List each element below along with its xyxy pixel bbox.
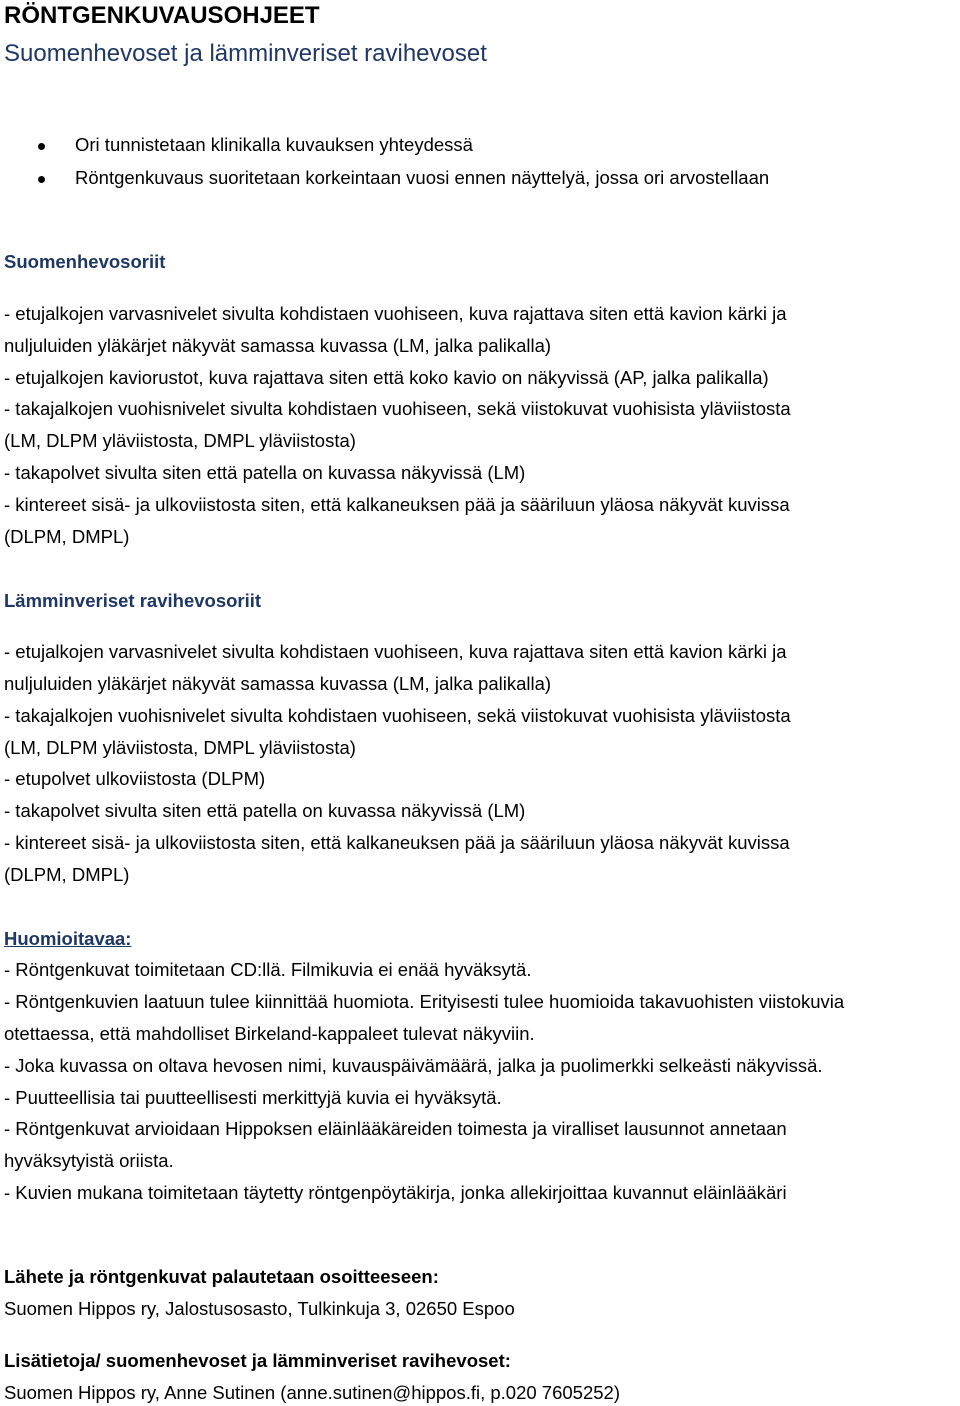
section-line: - etujalkojen varvasnivelet sivulta kohdistaen vuohiseen, kuva rajattava siten että kavion kärki ja [4, 303, 787, 324]
section-line: - etupolvet ulkoviistosta (DLPM) [4, 768, 266, 789]
bullet-dot-icon [38, 143, 45, 150]
section-line: - kintereet sisä- ja ulkoviistosta siten, että kalkaneuksen pää ja sääriluun yläosa näkyvät kuvissa [4, 494, 790, 515]
notes-line: otettaessa, että mahdolliset Birkeland-kappaleet tulevat näkyviin. [4, 1023, 535, 1044]
section-line: nuljuluiden yläkärjet näkyvät samassa kuvassa (LM, jalka palikalla) [4, 673, 552, 694]
notes-line: - Röntgenkuvat arvioidaan Hippoksen eläinlääkäreiden toimesta ja viralliset lausunnot annetaan [4, 1118, 787, 1139]
notes-line: - Röntgenkuvien laatuun tulee kiinnittää huomiota. Erityisesti tulee huomioida takavuohisten viistokuvia [4, 991, 845, 1012]
bullet-text: Röntgenkuvaus suoritetaan korkeintaan vuosi ennen näyttelyä, jossa ori arvostellaan [75, 167, 770, 188]
notes-line: - Joka kuvassa on oltava hevosen nimi, kuvauspäivämäärä, jalka ja puolimerkki selkeästi näkyvissä. [4, 1055, 823, 1076]
section-line: - takajalkojen vuohisnivelet sivulta kohdistaen vuohiseen, sekä viistokuvat vuohisista yläviistosta [4, 705, 791, 726]
section-line: - etujalkojen kaviorustot, kuva rajattava siten että koko kavio on näkyvissä (AP, jalka palikalla) [4, 367, 769, 388]
section-line: (LM, DLPM yläviistosta, DMPL yläviistosta) [4, 737, 356, 758]
notes-line: - Röntgenkuvat toimitetaan CD:llä. Filmikuvia ei enää hyväksytä. [4, 959, 532, 980]
section-line: - takapolvet sivulta siten että patella on kuvassa näkyvissä (LM) [4, 800, 526, 821]
section-heading-suomenhevosoriit: Suomenhevosoriit [4, 251, 166, 272]
page-title: RÖNTGENKUVAUSOHJEET [4, 2, 320, 29]
notes-line: - Puutteellisia tai puutteellisesti merkittyjä kuvia ei hyväksytä. [4, 1087, 502, 1108]
section-line: - takapolvet sivulta siten että patella on kuvassa näkyvissä (LM) [4, 462, 526, 483]
section-line: - takajalkojen vuohisnivelet sivulta kohdistaen vuohiseen, sekä viistokuvat vuohisista yläviistosta [4, 398, 791, 419]
return-address-text: Suomen Hippos ry, Jalostusosasto, Tulkinkuja 3, 02650 Espoo [4, 1298, 515, 1319]
notes-line: - Kuvien mukana toimitetaan täytetty röntgenpöytäkirja, jonka allekirjoittaa kuvannut eläinlääkäri [4, 1182, 787, 1203]
section-line: (DLPM, DMPL) [4, 864, 130, 885]
contact-heading: Lisätietoja/ suomenhevoset ja lämminveriset ravihevoset: [4, 1350, 511, 1371]
return-address-heading: Lähete ja röntgenkuvat palautetaan osoitteeseen: [4, 1266, 439, 1287]
section-line: (LM, DLPM yläviistosta, DMPL yläviistosta) [4, 430, 356, 451]
section-line: (DLPM, DMPL) [4, 526, 130, 547]
section-line: nuljuluiden yläkärjet näkyvät samassa kuvassa (LM, jalka palikalla) [4, 335, 552, 356]
contact-text: Suomen Hippos ry, Anne Sutinen (anne.sutinen@hippos.fi, p.020 7605252) [4, 1382, 620, 1403]
section-line: - kintereet sisä- ja ulkoviistosta siten, että kalkaneuksen pää ja sääriluun yläosa näkyvät kuvissa [4, 832, 790, 853]
page-subtitle: Suomenhevoset ja lämminveriset ravihevoset [4, 40, 487, 67]
section-heading-lamminveriset: Lämminveriset ravihevosoriit [4, 590, 262, 611]
bullet-text: Ori tunnistetaan klinikalla kuvauksen yhteydessä [75, 134, 473, 155]
bullet-dot-icon [38, 176, 45, 183]
notes-heading: Huomioitavaa: [4, 928, 132, 949]
notes-line: hyväksytyistä oriista. [4, 1150, 174, 1171]
section-line: - etujalkojen varvasnivelet sivulta kohdistaen vuohiseen, kuva rajattava siten että kavion kärki ja [4, 641, 787, 662]
